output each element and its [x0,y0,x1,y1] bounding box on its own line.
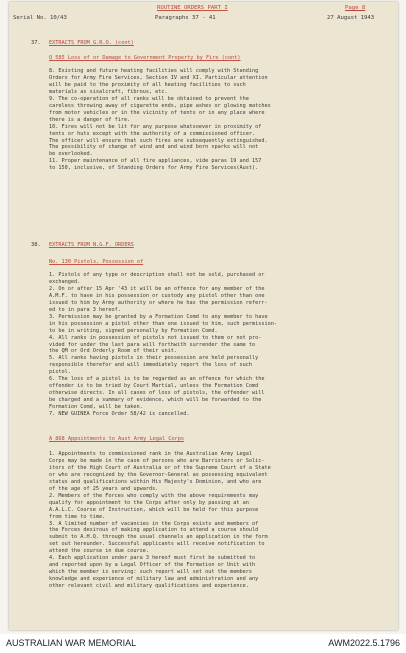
body-line: ed to in para 3 hereof. [49,306,121,313]
body-line: from motor vehicles or in the vicinity of tents or in any place where [49,109,265,116]
body-line: tents or huts except with the authority of a commissioned officer. [49,130,256,137]
body-line: offender is to be tried by Court Martial, unless the Formation Comd [49,383,259,390]
document-page [9,2,398,630]
body-line: the Forces desirous of making application to attend a course should [49,527,259,534]
body-line: 4. Each application under para 3 hereof must first be submitted to [49,555,256,562]
body-line: attend the course in due course. [49,548,149,555]
section-37-subheading: Q 585 Loss of or Damage to Government Property by Fire (cont) [49,55,241,61]
body-line: the QM or Ord Orderly Room of their unit. [49,348,178,355]
document-date: 27 August 1943 [327,15,375,21]
body-line: be charged and a summary of evidence, which will be forwarded to the [49,397,262,404]
body-line: 2. Members of the Forces who comply with the above requirements may [49,492,259,499]
body-line: A.M.F. to have in his possession or custody any pistol other than one [49,292,265,299]
body-line: 3. Permission may be granted by a Formation Comd to any member to have [49,313,268,320]
section-37-heading: EXTRACTS FROM G.R.O. (cont) [49,40,134,46]
body-line: 2. On or after 15 Apr '43 it will be an offence for any member of the [49,285,265,292]
body-line: 11. Proper maintenance of all fire appliances, vide paras 19 and 157 [49,158,262,165]
body-line: from time to time. [49,513,106,520]
section-38-number: 38. [31,242,41,248]
section-37-body [49,68,389,172]
body-line: submit to A.H.Q. through the usual channels an application in the form [49,534,268,541]
footer-institution: AUSTRALIAN WAR MEMORIAL [6,638,137,648]
body-line: which the member is serving: such report will set out the members [49,569,253,576]
body-line: knowledge and experience of military law and administration and any [49,576,259,583]
body-line: 10. Fires will not be lit for any purpose whatsoever in proximity of [49,123,262,130]
paragraph-range: Paragraphs 37 - 41 [155,15,216,21]
body-line: vided for under the last para will forthwith surrender the same to [49,341,256,348]
body-line: 1. Pistols of any type or description shall not be sold, purchased or [49,272,265,278]
body-line: of the age of 25 years and upwards. [49,485,159,492]
body-line: The officer will ensure that such fires are subsequently extinguished. [49,137,268,144]
body-line: responsible therefor and will immediately report the loss of such [49,362,253,369]
body-line: 9. The co-operation of all ranks will be obtained to prevent the [49,95,249,102]
body-line: be overlooked. [49,151,93,158]
body-line: 4. All ranks in possession of pistols not issued to them or not pro- [49,334,262,341]
body-line: 7. NEW GUINEA Force Order 58/42 is cancelled. [49,411,190,418]
body-line: itors of the High Court of Australia or of the Supreme Court of a State [49,464,271,471]
body-line: otherwise directs. In all cases of loss of pistols, the offender will [49,390,265,397]
body-line: 3. A limited number of vacancies in the Corps exists and members of [49,520,259,527]
body-line: status and qualifications within His Majesty's Dominion, and who are [49,478,262,485]
body-line: pistol. [49,369,71,376]
section-38-body [49,272,389,418]
body-line: Corps may be made in the case of persons who are Barristers or Solic- [49,457,265,464]
body-line: materials as sisalcraft, fibrous, etc. [49,88,168,95]
page-number: Page 8 [345,5,366,11]
section-37-number: 37. [31,40,41,46]
body-line: 1. Appointments to commissioned rank in the Australian Army Legal [49,451,253,457]
body-line: will be paid to the proximity of all heating facilities to such [49,81,246,88]
section-38-subheading: No. 130 Pistols, Possession of [49,259,144,265]
body-line: there is a danger of fire. [49,116,131,123]
body-line: 8. Existing and future heating facilities will comply with Standing [49,68,259,74]
body-line: Formation Comd, will be taken. [49,404,143,411]
body-line: exchanged. [49,278,81,285]
body-line: 6. The loss of a pistol is to be regarded as an offence for which the [49,376,265,383]
document-title: ROUTINE ORDERS PART I [157,5,228,11]
body-line: careless throwing away of cigarette ends, pipe ashes or glowing matches [49,102,271,109]
section-39-heading: A 868 Appointments to Aust Army Legal Corps [49,436,184,442]
body-line: issued to him by Army authority or where he has the permission referr- [49,299,268,306]
body-line: The possibility of change of wind and and wind born sparks will not [49,144,259,151]
body-line: or who are recognized by the Governor-General as possessing equivalent [49,471,268,478]
body-line: to be in writing, signed personally by Formation Comd. [49,327,218,334]
serial-number: Serial No. 10/43 [13,15,67,21]
body-line: and reported upon by a Legal Officer of the Formation or Unit with [49,562,256,569]
body-line: Orders for Army Fire Services, Section IV and XI. Particular attention [49,74,268,81]
body-line: A.A.L.C. Course of Instruction, which will be held for this purpose [49,506,259,513]
body-line: in his possession a pistol other than one issued to him, such permission- [49,320,277,327]
body-line: set out hereunder. Successful applicants will receive notification to [49,541,265,548]
footer-accession-number: AWM2022.5.1796 [328,638,400,648]
body-line: other relevant civil and military qualifications and experience. [49,583,249,590]
archive-footer [0,634,406,653]
body-line: to 150, inclusive, of Standing Orders for Army Fire Services(Aust). [49,165,259,172]
body-line: qualify for appointment to the Corps after only by passing at an [49,499,249,506]
section-38-heading: EXTRACTS FROM N.G.F. ORDERS [49,242,134,248]
section-39-body [49,451,389,590]
body-line: 5. All ranks having pistols in their possession are held personally [49,355,259,362]
